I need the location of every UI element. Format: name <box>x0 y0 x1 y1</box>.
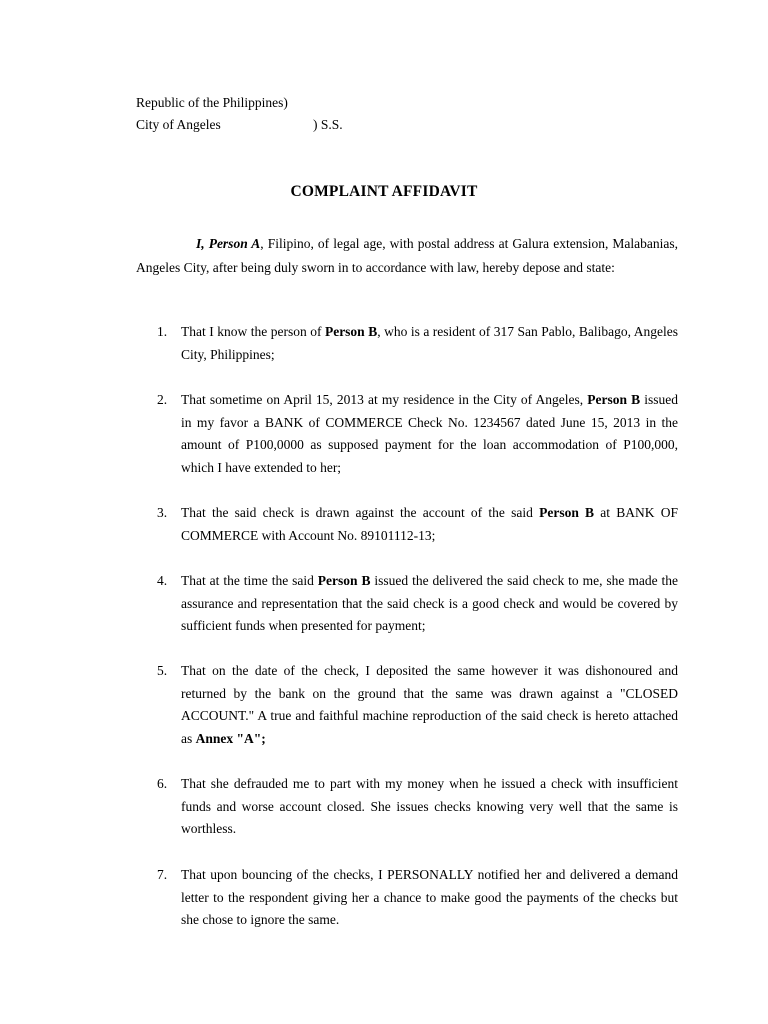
numbered-item-7 <box>157 864 678 932</box>
item-body <box>181 321 678 366</box>
affiant-name: I, Person A <box>196 236 261 251</box>
venue-line-republic <box>136 92 288 114</box>
venue-republic-text: Republic of the Philippines) <box>136 95 288 110</box>
venue-block <box>136 92 343 136</box>
numbered-item-1 <box>157 321 678 366</box>
numbered-item-3 <box>157 502 678 547</box>
item-bold-text: Person B <box>317 573 371 588</box>
item-body <box>181 570 678 638</box>
item-text: , who is a resident of 317 San Pablo, Balibago, Angeles City, Philippines; <box>181 324 679 362</box>
item-body <box>181 502 678 547</box>
numbered-item-4 <box>157 570 678 638</box>
item-text: That upon bouncing of the checks, I PERSONALLY notified her and delivered a demand letter to the respondent giving her a chance to make good the payments of the checks but she chose to ignore the same. <box>181 867 678 928</box>
item-bold-text: Annex "A"; <box>195 731 266 747</box>
item-bold-text: Person B <box>539 505 595 520</box>
item-text: That on the date of the check, I deposited the same however it was dishonoured and returned by the bank on the ground that the same was drawn against a "CLOSED ACCOUNT." A true and faithful machine reproduction of the said check is hereto attached as <box>181 663 678 747</box>
numbered-item-6 <box>157 773 678 841</box>
item-body <box>181 660 678 751</box>
venue-city-text: City of Angeles <box>136 117 221 132</box>
numbered-item-5 <box>157 660 678 751</box>
item-number: 6. <box>157 776 168 791</box>
item-bold-text: Person B <box>587 392 641 407</box>
item-bold-text: Person B <box>324 324 378 339</box>
item-text: issued the delivered the said check to me, she made the assurance and representation that the said check is a good check and would be covered by sufficient funds when presented for payment; <box>181 573 678 634</box>
item-text: That the said check is drawn against the account of the said <box>181 505 540 520</box>
item-text: That she defrauded me to part with my money when he issued a check with insufficient funds and worse account closed. She issues checks knowing very well that the same is worthless. <box>181 776 678 837</box>
item-number: 5. <box>157 663 168 678</box>
venue-line-city <box>136 114 343 136</box>
venue-ss-text: ) S.S. <box>313 117 343 132</box>
item-body <box>181 389 678 480</box>
numbered-item-2 <box>157 389 678 480</box>
item-text: That sometime on April 15, 2013 at my residence in the City of Angeles, <box>181 392 588 407</box>
document-title: COMPLAINT AFFIDAVIT <box>290 183 478 200</box>
item-text: That at the time the said <box>181 573 318 588</box>
intro-paragraph <box>136 232 678 279</box>
item-body <box>181 773 678 841</box>
item-text: That I know the person of <box>181 324 325 339</box>
item-number: 1. <box>157 324 168 339</box>
item-text: at BANK OF COMMERCE with Account No. 89101112-13; <box>181 505 679 543</box>
item-number: 4. <box>157 573 168 588</box>
item-number: 7. <box>157 867 168 882</box>
item-text: issued in my favor a BANK of COMMERCE Check No. 1234567 dated June 15, 2013 in the amount of P100,0000 as supposed payment for the loan accommodation of P100,000, which I have extended to her; <box>181 392 679 476</box>
item-number: 2. <box>157 392 168 407</box>
intro-text: , Filipino, of legal age, with postal address at Galura extension, Malabanias, Angeles City, after being duly sworn in to accordance with law, hereby depose and state: <box>136 236 678 275</box>
item-body <box>181 864 678 932</box>
item-number: 3. <box>157 505 168 520</box>
